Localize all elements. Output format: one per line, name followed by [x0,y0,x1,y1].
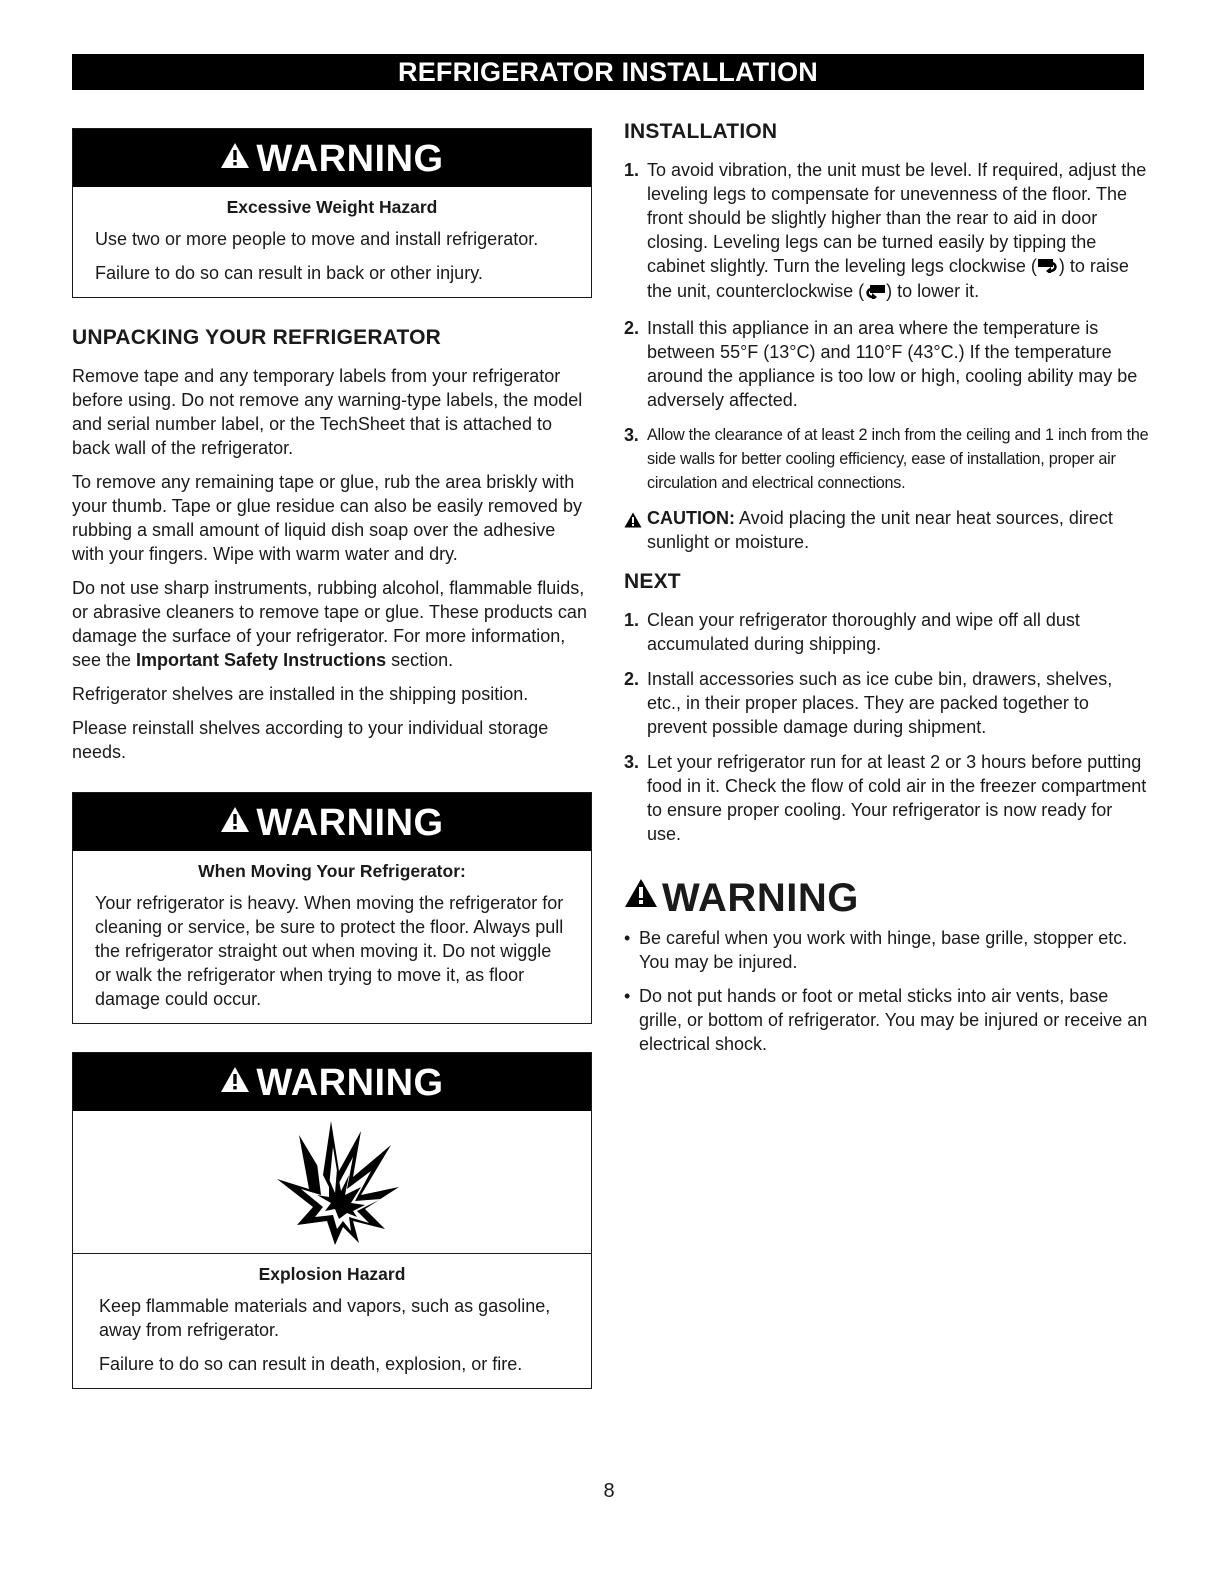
step-number: 2. [624,317,640,338]
right-column [624,120,1149,1066]
warning-subtitle: When Moving Your Refrigerator: [198,861,466,881]
warning-bullet [624,984,1149,1056]
warning-triangle-icon [220,1051,250,1111]
warning-header [73,793,591,851]
installation-steps [624,158,1149,495]
bullet-text: Be careful when you work with hinge, base grille, stopper etc. You may be injured. [639,928,1128,973]
warning-text: Use two or more people to move and install refrigerator. [95,229,539,249]
bullet-text: Do not put hands or foot or metal sticks into air vents, base grille, or bottom of refrigerator. You may be injured or receive an electrical shock. [639,986,1148,1055]
warning-box-explosion [72,1052,592,1389]
warning-subtitle: Explosion Hazard [258,1264,406,1284]
warning-title: WARNING [662,875,859,920]
clockwise-arrow-icon [1037,255,1059,279]
next-steps [624,608,1149,846]
explosion-icon [257,1117,407,1247]
bullet-mark: • [624,986,631,1007]
explosion-figure [73,1111,591,1254]
warning-text: Failure to do so can result in death, explosion, or fire. [99,1354,523,1374]
next-heading: NEXT [624,569,681,593]
warning-header [73,129,591,187]
warning-title: WARNING [256,1062,444,1104]
unpacking-paragraph: Refrigerator shelves are installed in the shipping position. [72,684,529,704]
warning-header [73,1053,591,1111]
warning-bullet [624,926,1149,974]
installation-step [624,423,1149,495]
step-text: Install this appliance in an area where the temperature is between 55°F (13°C) and 110°F (43°C.) If the temperature around the appliance is too low or high, cooling ability may be adversely affected. [647,317,1138,410]
step-number: 2. [624,668,640,689]
caution-note [624,506,1149,554]
text-run: To avoid vibration, the unit must be level. If required, adjust the leveling legs to compensate for unevenness of the floor. The front should be slightly higher than the rear to aid in door closing. Leveling legs can be turned easily by tipping the cabinet slightly. Turn the leveling legs clockwise ( [647,160,1147,276]
unpacking-paragraph [72,576,592,672]
text-run: ) to raise the unit, counterclockwise ( [647,256,1129,302]
page-banner: REFRIGERATOR INSTALLATION [72,54,1144,90]
step-number: 1. [624,160,640,180]
unpacking-paragraph: To remove any remaining tape or glue, rub the area briskly with your thumb. Tape or glue residue can also be easily removed by rubbing a small amount of liquid dish soap over the adhesive with your fingers. Wipe with warm water and dry. [72,472,582,564]
warning-subtitle: Excessive Weight Hazard [226,197,438,217]
caution-label: CAUTION: [647,507,735,528]
text-run: section. [386,650,454,670]
warning-text: Your refrigerator is heavy. When moving the refrigerator for cleaning or service, be sure to protect the floor. Always pull the refrigerator straight out when moving it. Do not wiggle or walk the refrigerator when trying to move it, as floor damage could occur. [95,893,564,1009]
step-text: Clean your refrigerator thoroughly and wipe off all dust accumulated during shipping. [647,609,1080,654]
warning-title: WARNING [256,802,444,844]
installation-heading: INSTALLATION [624,120,778,143]
caution-triangle-icon [624,510,642,534]
warning-text: Failure to do so can result in back or other injury. [95,263,483,283]
page-number: 8 [603,1480,615,1502]
step-text: Let your refrigerator run for at least 2 or 3 hours before putting food in it. Check the flow of cold air in the freezer compartment to ensure proper cooling. Your refrigerator is now ready for use. [647,751,1147,844]
text-run: Do not use sharp instruments, rubbing alcohol, flammable fluids, or abrasive cleaners to remove tape or glue. These products can damage the surface of your refrigerator. For more information, see the [72,578,587,670]
step-number: 1. [624,609,640,630]
warning-box-moving [72,792,592,1024]
warning-heading-plain [624,876,1149,923]
installation-step [624,158,1149,305]
warning-title: WARNING [256,138,444,180]
warning-triangle-icon [220,791,250,851]
warning-triangle-icon [220,127,250,187]
step-text: Allow the clearance of at least 2 inch from the ceiling and 1 inch from the side walls for better cooling efficiency, ease of installation, proper air circulation and electrical connections. [647,425,1149,492]
step-number: 3. [624,751,640,772]
safety-instructions-reference: Important Safety Instructions [136,650,387,670]
unpacking-heading: UNPACKING YOUR REFRIGERATOR [72,326,442,349]
caution-text: Avoid placing the unit near heat sources, direct sunlight or moisture. [647,507,1113,552]
warning-triangle-icon [624,873,658,918]
warning-bullets [624,926,1149,1056]
warning-text: Keep flammable materials and vapors, such as gasoline, away from refrigerator. [99,1296,551,1340]
next-step [624,750,1149,846]
text-run: ) to lower it. [886,281,980,302]
counterclockwise-arrow-icon [864,281,886,305]
next-step [624,667,1149,739]
step-text: Install accessories such as ice cube bin, drawers, shelves, etc., in their proper places. They are packed together to prevent possible damage during shipment. [647,668,1113,737]
warning-box-weight [72,128,592,298]
bullet-mark: • [624,928,631,949]
left-column [72,128,592,1389]
next-step [624,608,1149,656]
unpacking-paragraph: Remove tape and any temporary labels from your refrigerator before using. Do not remove any warning-type labels, the model and serial number label, or the TechSheet that is attached to back wall of the refrigerator. [72,366,583,458]
step-number: 3. [624,424,639,445]
unpacking-paragraph: Please reinstall shelves according to your individual storage needs. [72,718,549,762]
installation-step [624,316,1149,412]
